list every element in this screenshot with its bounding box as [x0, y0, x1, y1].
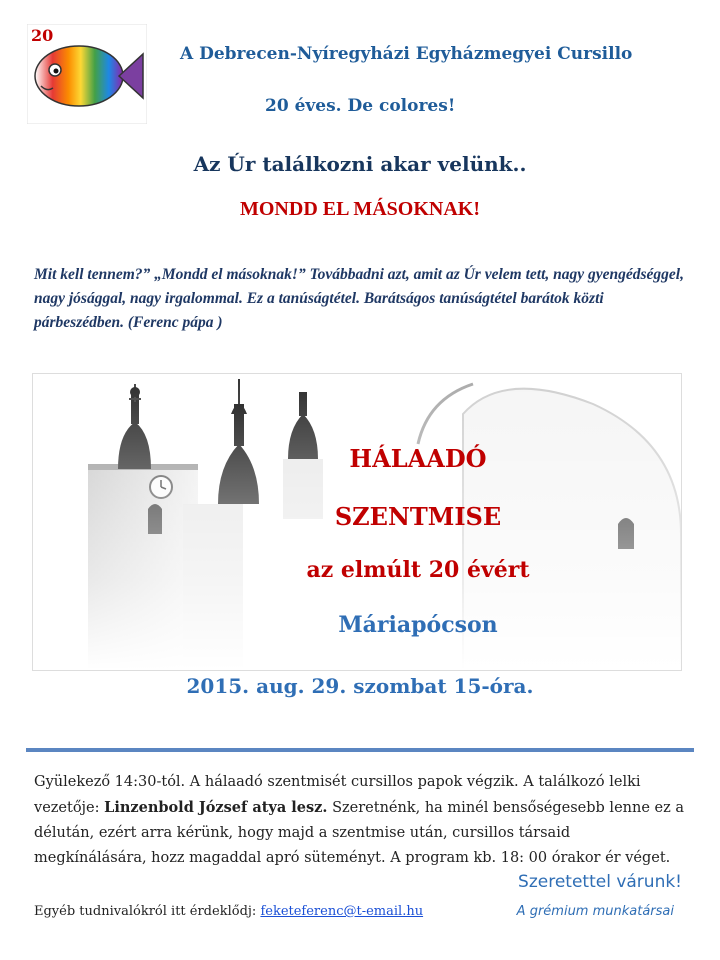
event-title-line1: HÁLAADÓ	[349, 444, 487, 473]
event-subtitle: az elmúlt 20 évért	[306, 557, 530, 583]
details-text-part1: Gyülekező 14:30-tól. A hálaadó szentmisét cursillos papok végzik. A találkozó lelki vezetője:	[34, 774, 641, 816]
subtitle-number: 20	[265, 96, 289, 116]
signature: A grémium munkatársai	[516, 904, 674, 919]
contact-line	[34, 904, 423, 919]
contact-label: Egyéb tudnivalókról itt érdeklődj:	[34, 904, 261, 919]
section-divider	[26, 748, 694, 752]
details-text-part2: Szeretnénk, ha minél bensőségesebb lenne ez a délután, ezért arra kérünk, hogy majd a szentmise után, cursillos társaid megkínálására, hozz magaddal apró süteményt. A program kb. 18: 00 órakor ér véget.	[34, 800, 684, 866]
event-details-paragraph	[34, 770, 684, 871]
anniversary-subtitle	[265, 96, 455, 116]
closing-greeting: Szeretettel várunk!	[518, 872, 682, 892]
event-location: Máriapócson	[338, 612, 498, 638]
pope-francis-quote: Mit kell tennem?” „Mondd el másoknak!” Továbbadni azt, amit az Úr velem tett, nagy gyengédséggel, nagy jósággal, nagy irgalommal. Ez a tanúságtétel. Barátságos tanúságtétel barátok közti párbeszédben. (Ferenc pápa )	[34, 266, 684, 331]
main-heading: Az Úr találkozni akar velünk..	[193, 152, 527, 176]
subtitle-text: éves. De colores!	[288, 96, 456, 116]
logo-number: 20	[31, 26, 54, 45]
event-date: 2015. aug. 29. szombat 15-óra.	[186, 674, 534, 698]
church-image-panel	[32, 373, 682, 671]
call-to-action-heading: MONDD EL MÁSOKNAK!	[240, 198, 480, 220]
spiritual-leader-name: Linzenbold József atya lesz.	[104, 799, 328, 816]
cursillo-fish-logo	[27, 24, 147, 124]
organization-title: A Debrecen-Nyíregyházi Egyházmegyei Cursillo	[180, 44, 633, 64]
contact-email-link[interactable]: feketeferenc@t-email.hu	[260, 904, 424, 919]
event-title-line2: SZENTMISE	[334, 502, 502, 531]
